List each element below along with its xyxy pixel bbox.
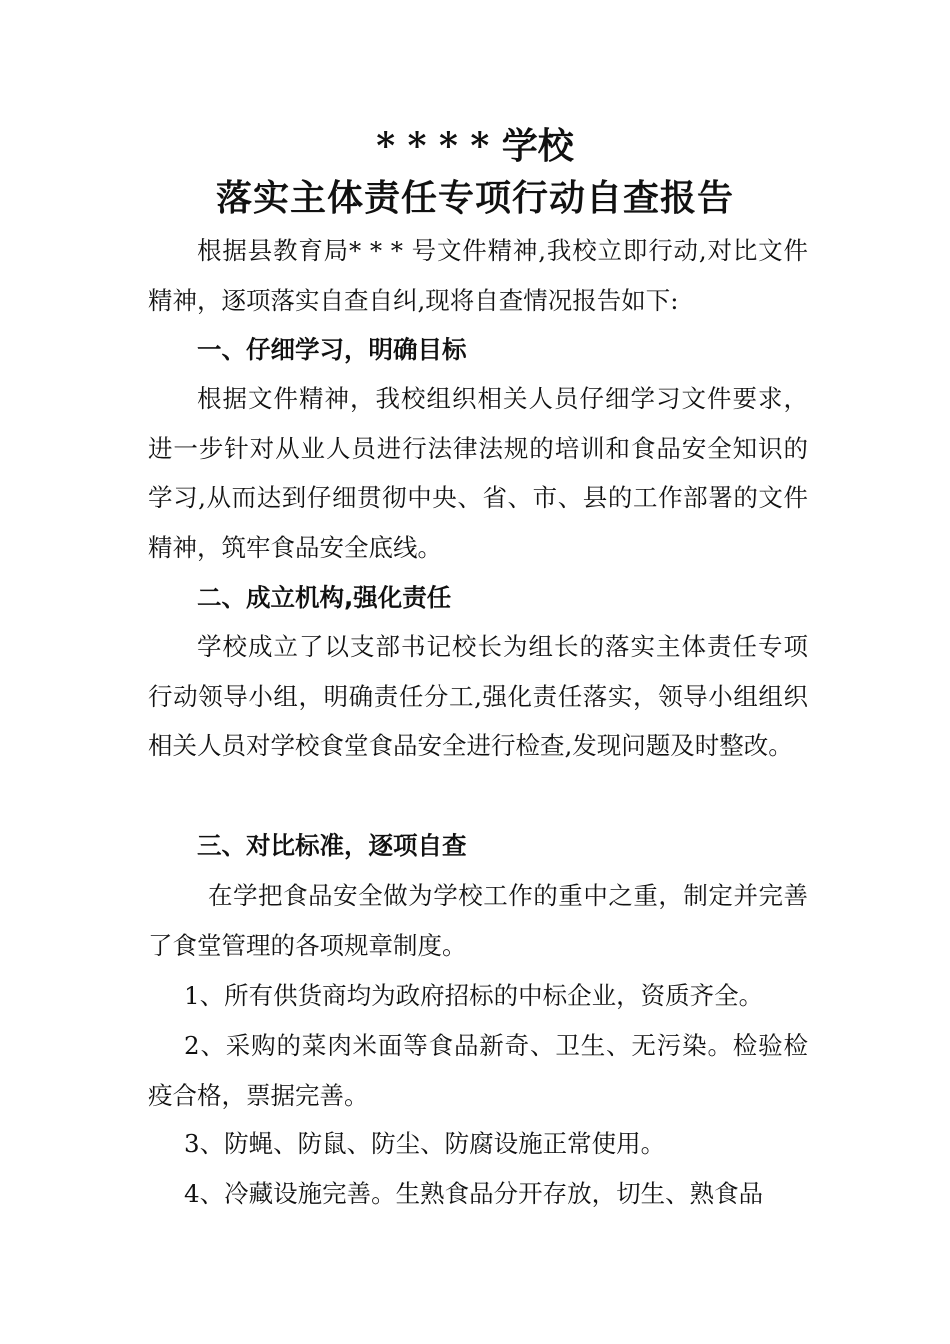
list-item: 3、防蝇、防鼠、防尘、防腐设施正常使用。	[184, 1129, 666, 1158]
list-item: 4、冷藏设施完善。生熟食品分开存放，切生、熟食品	[184, 1179, 764, 1208]
list-item: 2、采购的菜肉米面等食品新奇、卫生、无污染。检验检疫合格，票据完善。	[148, 1031, 808, 1110]
list-item: 1、所有供货商均为政府招标的中标企业，资质齐全。	[184, 981, 764, 1010]
section-paragraph-3: 在学把食品安全做为学校工作的重中之重，制定并完善了食堂管理的各项规章制度。	[148, 881, 808, 960]
section-paragraph-1: 根据文件精神，我校组织相关人员仔细学习文件要求，进一步针对从业人员进行法律法规的培训和食品安全知识的学习,从而达到仔细贯彻中央、省、市、县的工作部署的文件精神，筑牢食品安全底线。	[148, 384, 808, 562]
section-paragraph-2: 学校成立了以支部书记校长为组长的落实主体责任专项行动领导小组，明确责任分工,强化责任落实，领导小组组织相关人员对学校食堂食品安全进行检查,发现问题及时整改。	[148, 632, 808, 760]
section-heading-1: 一、仔细学习，明确目标	[197, 335, 467, 364]
document-title-school: * * * * 学校	[376, 125, 574, 167]
section-heading-3: 三、对比标准，逐项自查	[197, 831, 467, 860]
intro-paragraph: 根据县教育局* * * 号文件精神,我校立即行动,对比文件精神，逐项落实自查自纠,现将自查情况报告如下:	[148, 236, 808, 315]
section-heading-2: 二、成立机构,强化责任	[197, 583, 452, 612]
document-title-report: 落实主体责任专项行动自查报告	[215, 177, 734, 219]
